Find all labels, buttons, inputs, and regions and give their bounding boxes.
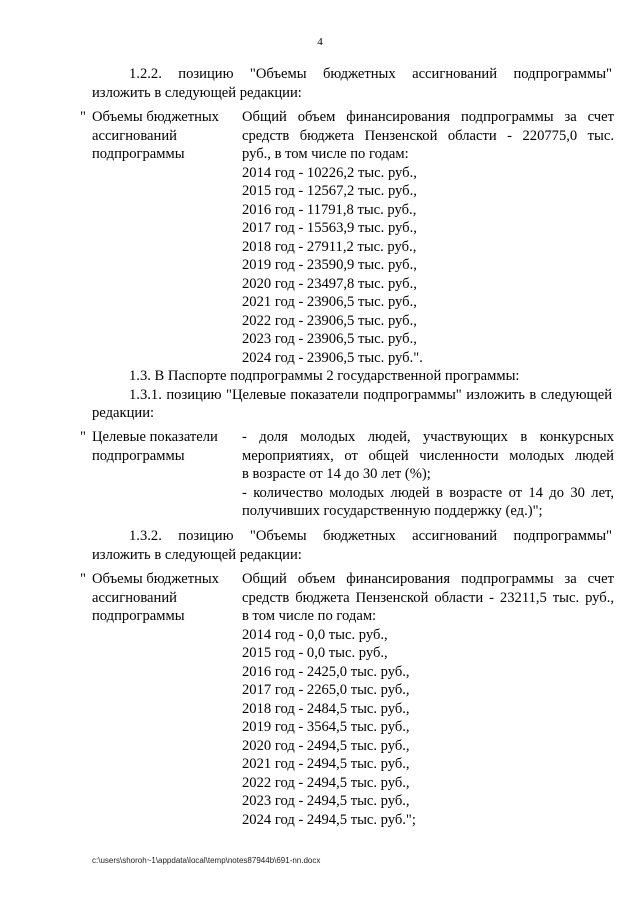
year-line: 2017 год - 15563,9 тыс. руб.,	[242, 220, 417, 236]
year-line: 2022 год - 23906,5 тыс. руб.,	[242, 312, 417, 329]
indicator-line: - количество молодых людей в возрасте от 14 до 30 лет,	[242, 484, 614, 501]
section-1-2-2-heading-cont: изложить в следующей редакции:	[92, 84, 302, 101]
year-line: 2024 год - 2494,5 тыс. руб.";	[242, 811, 416, 828]
section-1-3-heading: 1.3. В Паспорте подпрограммы 2 государственной программы:	[129, 368, 520, 384]
label-line: подпрограммы	[92, 146, 185, 162]
year-line: 2020 год - 23497,8 тыс. руб.,	[242, 275, 417, 292]
label-line: ассигнований	[92, 127, 177, 144]
intro-line: Общий объем финансирования подпрограммы за счет	[242, 571, 614, 587]
opening-quote-mark: "	[80, 429, 86, 445]
section-1-3-2-heading: 1.3.2. позицию "Объемы бюджетных ассигнований подпрограммы"	[129, 528, 612, 544]
year-line: 2021 год - 2494,5 тыс. руб.,	[242, 756, 410, 772]
year-line: 2019 год - 23590,9 тыс. руб.,	[242, 257, 417, 273]
opening-quote-mark: "	[80, 571, 86, 587]
section-1-2-2-heading: 1.2.2. позицию "Объемы бюджетных ассигнований подпрограммы"	[129, 66, 612, 82]
opening-quote-mark: "	[80, 109, 86, 125]
intro-line: в том числе по годам:	[242, 608, 377, 624]
budget-label	[92, 570, 242, 626]
label-line: Целевые показатели	[92, 429, 218, 445]
budget-value	[242, 570, 614, 829]
target-indicators-label	[92, 428, 242, 465]
intro-line: Общий объем финансирования подпрограммы за счет	[242, 109, 614, 125]
budget-label	[92, 108, 242, 164]
year-line: 2018 год - 2484,5 тыс. руб.,	[242, 700, 410, 717]
section-1-3-1-heading: 1.3.1. позицию "Целевые показатели подпрограммы" изложить в следующей	[129, 386, 612, 403]
year-line: 2015 год - 0,0 тыс. руб.,	[242, 645, 388, 661]
target-indicators-value	[242, 428, 614, 521]
year-line: 2022 год - 2494,5 тыс. руб.,	[242, 774, 410, 791]
year-line: 2021 год - 23906,5 тыс. руб.,	[242, 294, 417, 310]
label-line: Объемы бюджетных	[92, 109, 219, 125]
intro-line: средств бюджета Пензенской области - 23211,5 тыс. руб.,	[242, 589, 614, 606]
year-line: 2023 год - 23906,5 тыс. руб.,	[242, 331, 417, 347]
indicator-line: - доля молодых людей, участвующих в конкурсных	[242, 429, 614, 445]
intro-line: руб., в том числе по годам:	[242, 146, 409, 162]
year-line: 2024 год - 23906,5 тыс. руб.".	[242, 349, 423, 366]
year-line: 2020 год - 2494,5 тыс. руб.,	[242, 737, 410, 754]
year-line: 2016 год - 2425,0 тыс. руб.,	[242, 663, 410, 680]
page-number: 4	[317, 36, 323, 48]
year-line: 2016 год - 11791,8 тыс. руб.,	[242, 201, 417, 218]
year-line: 2017 год - 2265,0 тыс. руб.,	[242, 682, 410, 698]
year-line: 2019 год - 3564,5 тыс. руб.,	[242, 719, 410, 735]
year-line: 2014 год - 10226,2 тыс. руб.,	[242, 164, 417, 181]
label-line: Объемы бюджетных	[92, 571, 219, 587]
indicator-line: мероприятиях, от общей численности молодых людей	[242, 447, 614, 464]
year-line: 2018 год - 27911,2 тыс. руб.,	[242, 238, 417, 255]
label-line: ассигнований	[92, 589, 177, 606]
year-line: 2014 год - 0,0 тыс. руб.,	[242, 626, 388, 643]
label-line: подпрограммы	[92, 447, 185, 464]
year-line: 2023 год - 2494,5 тыс. руб.,	[242, 793, 410, 809]
intro-line: средств бюджета Пензенской области - 220775,0 тыс.	[242, 127, 614, 144]
indicator-line: получивших государственную поддержку (ед.)";	[242, 503, 543, 519]
section-1-3-1-heading-cont: редакции:	[92, 405, 155, 421]
indicator-line: в возрасте от 14 до 30 лет (%);	[242, 466, 431, 482]
budget-value	[242, 108, 614, 367]
label-line: подпрограммы	[92, 608, 185, 624]
section-1-3-2-heading-cont: изложить в следующей редакции:	[92, 546, 302, 563]
footer-file-path: c:\users\shoroh~1\appdata\local\temp\notes87944b\691-nn.docx	[92, 856, 321, 865]
year-line: 2015 год - 12567,2 тыс. руб.,	[242, 183, 417, 199]
